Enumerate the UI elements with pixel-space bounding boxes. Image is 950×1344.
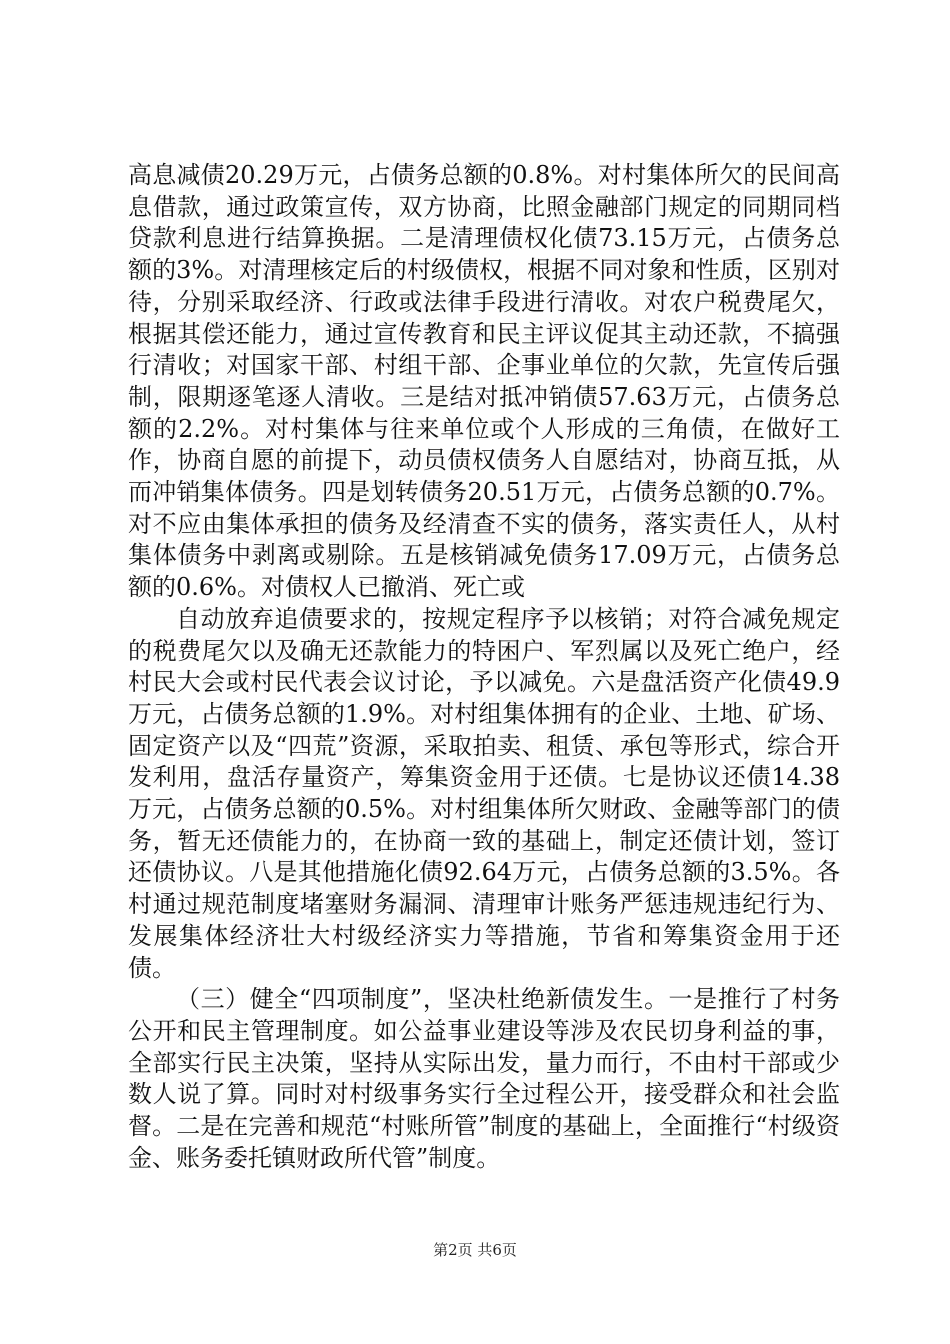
body-paragraph-2: 自动放弃追债要求的，按规定程序予以核销；对符合减免规定的税费尾欠以及确无还款能力的特困户、军烈属以及死亡绝户，经村民大会或村民代表会议讨论，予以减免。六是盘活资产化债49.9万元，占债务总额的1.9%。对村组集体拥有的企业、土地、矿场、固定资产以及“四荒”资源，采取拍卖、租赁、承包等形式，综合开发利用，盘活存量资产，筹集资金用于还债。七是协议还债14.38万元，占债务总额的0.5%。对村组集体所欠财政、金融等部门的债务，暂无还债能力的，在协商一致的基础上，制定还债计划，签订还债协议。八是其他措施化债92.64万元，占债务总额的3.5%。各村通过规范制度堵塞财务漏洞、清理审计账务严惩违规违纪行为、发展集体经济壮大村级经济实力等措施，节省和筹集资金用于还债。	[128, 604, 840, 982]
page-number-label: 第2页 共6页	[433, 1241, 517, 1259]
body-paragraph-1: 高息减债20.29万元，占债务总额的0.8%。对村集体所欠的民间高息借款，通过政策宣传，双方协商，比照金融部门规定的同期同档贷款利息进行结算换据。二是清理债权化债73.15万元，占债务总额的3%。对清理核定后的村级债权，根据不同对象和性质，区别对待，分别采取经济、行政或法律手段进行清收。对农户税费尾欠，根据其偿还能力，通过宣传教育和民主评议促其主动还款，不搞强行清收；对国家干部、村组干部、企事业单位的欠款，先宣传后强制，限期逐笔逐人清收。三是结对抵冲销债57.63万元，占债务总额的2.2%。对村集体与往来单位或个人形成的三角债，在做好工作，协商自愿的前提下，动员债权债务人自愿结对，协商互抵，从而冲销集体债务。四是划转债务20.51万元，占债务总额的0.7%。对不应由集体承担的债务及经清查不实的债务，落实责任人，从村集体债务中剥离或剔除。五是核销减免债务17.09万元，占债务总额的0.6%。对债权人已撤消、死亡或	[128, 161, 840, 602]
document-body	[128, 160, 840, 1175]
body-paragraph-3: （三）健全“四项制度”，坚决杜绝新债发生。一是推行了村务公开和民主管理制度。如公益事业建设等涉及农民切身利益的事，全部实行民主决策，坚持从实际出发，量力而行，不由村干部或少数人说了算。同时对村级事务实行全过程公开，接受群众和社会监督。二是在完善和规范“村账所管”制度的基础上，全面推行“村级资金、账务委托镇财政所代管”制度。	[128, 985, 840, 1172]
page-footer	[0, 1240, 950, 1260]
